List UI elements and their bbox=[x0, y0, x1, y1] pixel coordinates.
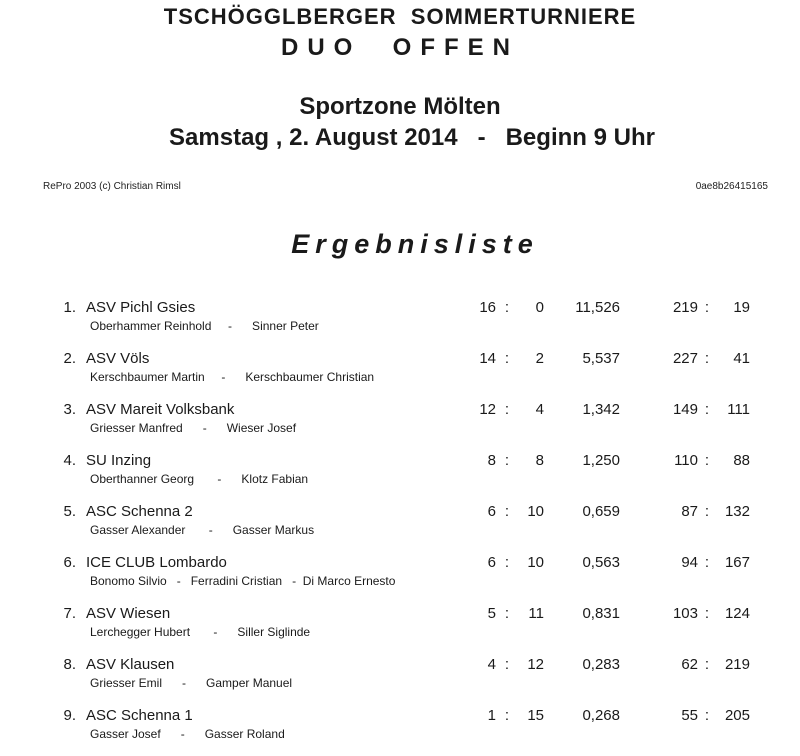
player-names: Gasser Alexander - Gasser Markus bbox=[90, 523, 315, 537]
rank: 4. bbox=[63, 452, 76, 469]
goals-for: 110 bbox=[674, 452, 698, 469]
player-names: Bonomo Silvio - Ferradini Cristian - Di Marco Ernesto bbox=[90, 574, 396, 588]
result-row bbox=[0, 503, 800, 551]
goals-separator: : bbox=[704, 350, 710, 367]
points-separator: : bbox=[504, 554, 510, 571]
tournament-category: DUO OFFEN bbox=[281, 34, 519, 61]
rank: 5. bbox=[63, 503, 76, 520]
points-separator: : bbox=[504, 656, 510, 673]
player-names: Griesser Manfred - Wieser Josef bbox=[90, 421, 297, 435]
goals-separator: : bbox=[704, 707, 710, 724]
quotient: 0,283 bbox=[582, 656, 620, 673]
points-separator: : bbox=[504, 452, 510, 469]
goals-against: 132 bbox=[724, 503, 750, 520]
points-won: 12 bbox=[479, 401, 496, 418]
goals-for: 94 bbox=[681, 554, 698, 571]
points-separator: : bbox=[504, 707, 510, 724]
goals-separator: : bbox=[704, 299, 710, 316]
quotient: 11,526 bbox=[575, 299, 620, 316]
points-lost: 4 bbox=[535, 401, 544, 418]
points-lost: 12 bbox=[527, 656, 544, 673]
goals-against: 205 bbox=[724, 707, 750, 724]
goals-separator: : bbox=[704, 401, 710, 418]
points-separator: : bbox=[504, 605, 510, 622]
team-name: ASC Schenna 1 bbox=[86, 707, 193, 724]
team-name: ASV Wiesen bbox=[86, 605, 171, 622]
team-name: SU Inzing bbox=[86, 452, 152, 469]
points-won: 4 bbox=[487, 656, 496, 673]
quotient: 0,268 bbox=[582, 707, 620, 724]
result-row bbox=[0, 656, 800, 704]
rank: 1. bbox=[63, 299, 76, 316]
team-name: ASV Pichl Gsies bbox=[86, 299, 196, 316]
goals-against: 167 bbox=[724, 554, 750, 571]
rank: 7. bbox=[63, 605, 76, 622]
quotient: 1,342 bbox=[582, 401, 620, 418]
goals-for: 55 bbox=[681, 707, 698, 724]
points-lost: 8 bbox=[535, 452, 544, 469]
points-lost: 15 bbox=[527, 707, 544, 724]
goals-separator: : bbox=[704, 554, 710, 571]
points-won: 6 bbox=[487, 503, 496, 520]
result-row bbox=[0, 707, 800, 755]
points-lost: 0 bbox=[535, 299, 544, 316]
player-names: Lerchegger Hubert - Siller Siglinde bbox=[90, 625, 311, 639]
quotient: 0,659 bbox=[582, 503, 620, 520]
result-row bbox=[0, 299, 800, 347]
goals-for: 149 bbox=[672, 401, 698, 418]
quotient: 1,250 bbox=[582, 452, 620, 469]
player-names: Kerschbaumer Martin - Kerschbaumer Christian bbox=[90, 370, 375, 384]
points-separator: : bbox=[504, 401, 510, 418]
points-won: 14 bbox=[479, 350, 496, 367]
goals-against: 124 bbox=[724, 605, 750, 622]
goals-for: 62 bbox=[681, 656, 698, 673]
points-separator: : bbox=[504, 299, 510, 316]
goals-against: 88 bbox=[733, 452, 750, 469]
tournament-series-title: TSCHÖGGLBERGER SOMMERTURNIERE bbox=[163, 4, 637, 29]
goals-against: 111 bbox=[727, 401, 750, 418]
result-row bbox=[0, 401, 800, 449]
player-names: Oberthanner Georg - Klotz Fabian bbox=[90, 472, 309, 486]
goals-separator: : bbox=[704, 452, 710, 469]
rank: 8. bbox=[63, 656, 76, 673]
points-separator: : bbox=[504, 350, 510, 367]
date-line: Samstag , 2. August 2014 - Beginn 9 Uhr bbox=[169, 124, 655, 151]
points-won: 6 bbox=[487, 554, 496, 571]
rank: 9. bbox=[63, 707, 76, 724]
points-separator: : bbox=[504, 503, 510, 520]
results-list-title: Ergebnisliste bbox=[291, 229, 539, 259]
result-row bbox=[0, 452, 800, 500]
result-row bbox=[0, 350, 800, 398]
player-names: Oberhammer Reinhold - Sinner Peter bbox=[90, 319, 319, 333]
points-won: 1 bbox=[487, 707, 496, 724]
player-names: Griesser Emil - Gamper Manuel bbox=[90, 676, 293, 690]
document-code: 0ae8b26415165 bbox=[695, 181, 768, 192]
goals-against: 19 bbox=[733, 299, 750, 316]
software-credit: RePro 2003 (c) Christian Rimsl bbox=[43, 181, 181, 192]
quotient: 0,831 bbox=[582, 605, 620, 622]
points-lost: 10 bbox=[527, 554, 544, 571]
team-name: ASV Mareit Volksbank bbox=[86, 401, 235, 418]
goals-against: 219 bbox=[724, 656, 750, 673]
team-name: ASV Klausen bbox=[86, 656, 175, 673]
rank: 2. bbox=[63, 350, 76, 367]
team-name: ICE CLUB Lombardo bbox=[86, 554, 227, 571]
result-row bbox=[0, 554, 800, 602]
goals-for: 103 bbox=[672, 605, 698, 622]
goals-against: 41 bbox=[733, 350, 750, 367]
rank: 6. bbox=[63, 554, 76, 571]
points-won: 8 bbox=[487, 452, 496, 469]
goals-separator: : bbox=[704, 503, 710, 520]
goals-separator: : bbox=[704, 656, 710, 673]
points-won: 5 bbox=[487, 605, 496, 622]
team-name: ASV Völs bbox=[86, 350, 150, 367]
venue-title: Sportzone Mölten bbox=[299, 93, 501, 120]
player-names: Gasser Josef - Gasser Roland bbox=[90, 727, 285, 741]
goals-separator: : bbox=[704, 605, 710, 622]
rank: 3. bbox=[63, 401, 76, 418]
points-lost: 2 bbox=[535, 350, 544, 367]
goals-for: 219 bbox=[672, 299, 698, 316]
quotient: 0,563 bbox=[582, 554, 620, 571]
quotient: 5,537 bbox=[582, 350, 620, 367]
points-won: 16 bbox=[479, 299, 496, 316]
goals-for: 87 bbox=[681, 503, 698, 520]
points-lost: 10 bbox=[527, 503, 544, 520]
points-lost: 11 bbox=[528, 605, 544, 622]
team-name: ASC Schenna 2 bbox=[86, 503, 193, 520]
result-row bbox=[0, 605, 800, 653]
goals-for: 227 bbox=[672, 350, 698, 367]
